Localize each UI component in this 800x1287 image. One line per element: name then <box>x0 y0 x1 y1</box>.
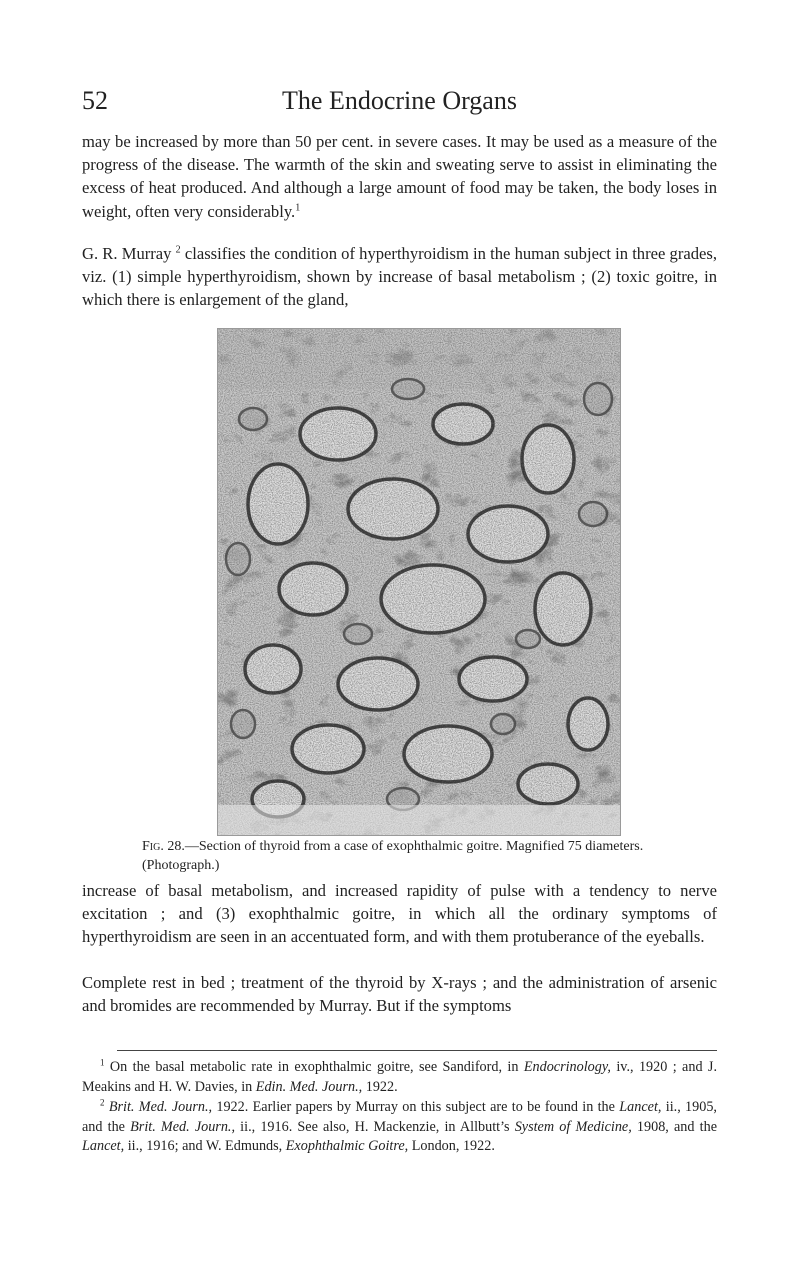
footnote-2-journal-1: Brit. Med. Journ., <box>108 1099 213 1115</box>
footnote-2-mark: 2 <box>100 1097 105 1108</box>
paragraph-2-text: classifies the condition of hyperthyroidism in the human subject in three grades, viz. (1) simple hyperthyroidism, shown by increase of basal metabolism ; (2) toxic goitre, in which there is enlargement of the gland, <box>82 244 717 310</box>
footnote-2-text-a: 1922. Earlier papers by Murray on this subject are to be found in the <box>212 1099 620 1115</box>
footnote-1-text-a: On the basal metabolic rate in exophthalmic goitre, see Sandiford, in <box>109 1059 524 1075</box>
footnote-2 <box>82 1098 717 1157</box>
footnote-2-journal-5: Lancet, <box>82 1138 125 1155</box>
footnote-2-text-f: London, 1922. <box>408 1138 495 1155</box>
footnote-divider <box>117 1050 717 1051</box>
thyroid-micrograph-figure <box>217 328 621 836</box>
book-page <box>82 0 717 1287</box>
footnote-ref-2[interactable]: 2 <box>175 244 181 256</box>
running-title: The Endocrine Organs <box>282 86 517 115</box>
paragraph-1 <box>82 130 717 223</box>
footnote-1-journal-2: Edin. Med. Journ., <box>255 1078 363 1095</box>
footnote-1-journal-1: Endocrinology, <box>523 1059 611 1075</box>
footnote-2-journal-2: Lancet, <box>619 1099 662 1115</box>
footnote-ref-1[interactable]: 1 <box>295 202 301 214</box>
footnote-2-text-e: ii., 1916; and W. Edmunds, <box>124 1138 286 1155</box>
footnote-2-text-c: ii., 1916. See also, H. Mackenzie, in Allbutt’s <box>235 1118 515 1135</box>
paragraph-1-text: may be increased by more than 50 per cent. in severe cases. It may be used as a measure of the progress of the disease. The warmth of the skin and sweating serve to assist in eliminating the excess of heat produced. And although a large amount of food may be taken, the body loses in weight, often very considerably. <box>82 132 717 221</box>
paragraph-2 <box>82 242 717 312</box>
figure-caption <box>142 837 662 875</box>
paragraph-3: increase of basal metabolism, and increased rapidity of pulse with a tendency to nerve excitation ; and (3) exophthalmic goitre, in which all the ordinary symptoms of hyperthyroidism are seen in an accentuated form, and with them protuberance of the eyeballs. <box>82 881 717 947</box>
paragraph-2-author: G. R. Murray <box>82 244 172 263</box>
figure-label: Fig. 28. <box>142 839 185 854</box>
thyroid-micrograph-image <box>218 329 620 835</box>
footnote-2-text-d: 1908, and the <box>631 1118 717 1135</box>
footnote-2-journal-6: Exophthalmic Goitre, <box>285 1138 409 1155</box>
footnote-2-journal-4: System of Medicine, <box>514 1118 632 1135</box>
footnote-1-text-b: iv., 1920 ; and J. Meakins and H. W. Davies, in <box>82 1059 717 1095</box>
footnote-2-journal-3: Brit. Med. Journ., <box>130 1118 236 1135</box>
footnote-2-text-b: ii., 1905, and the <box>82 1099 717 1135</box>
footnote-1-mark: 1 <box>100 1057 105 1068</box>
footnote-1 <box>82 1058 717 1097</box>
running-head <box>82 84 717 118</box>
paragraph-4: Complete rest in bed ; treatment of the thyroid by X-rays ; and the administration of arsenic and bromides are recommended by Murray. But if the symptoms <box>82 973 717 1016</box>
page-number: 52 <box>82 86 108 115</box>
figure-caption-text: —Section of thyroid from a case of exophthalmic goitre. Magnified 75 diameters. (Photograph.) <box>142 839 644 873</box>
footnote-1-text-c: 1922. <box>362 1078 398 1095</box>
